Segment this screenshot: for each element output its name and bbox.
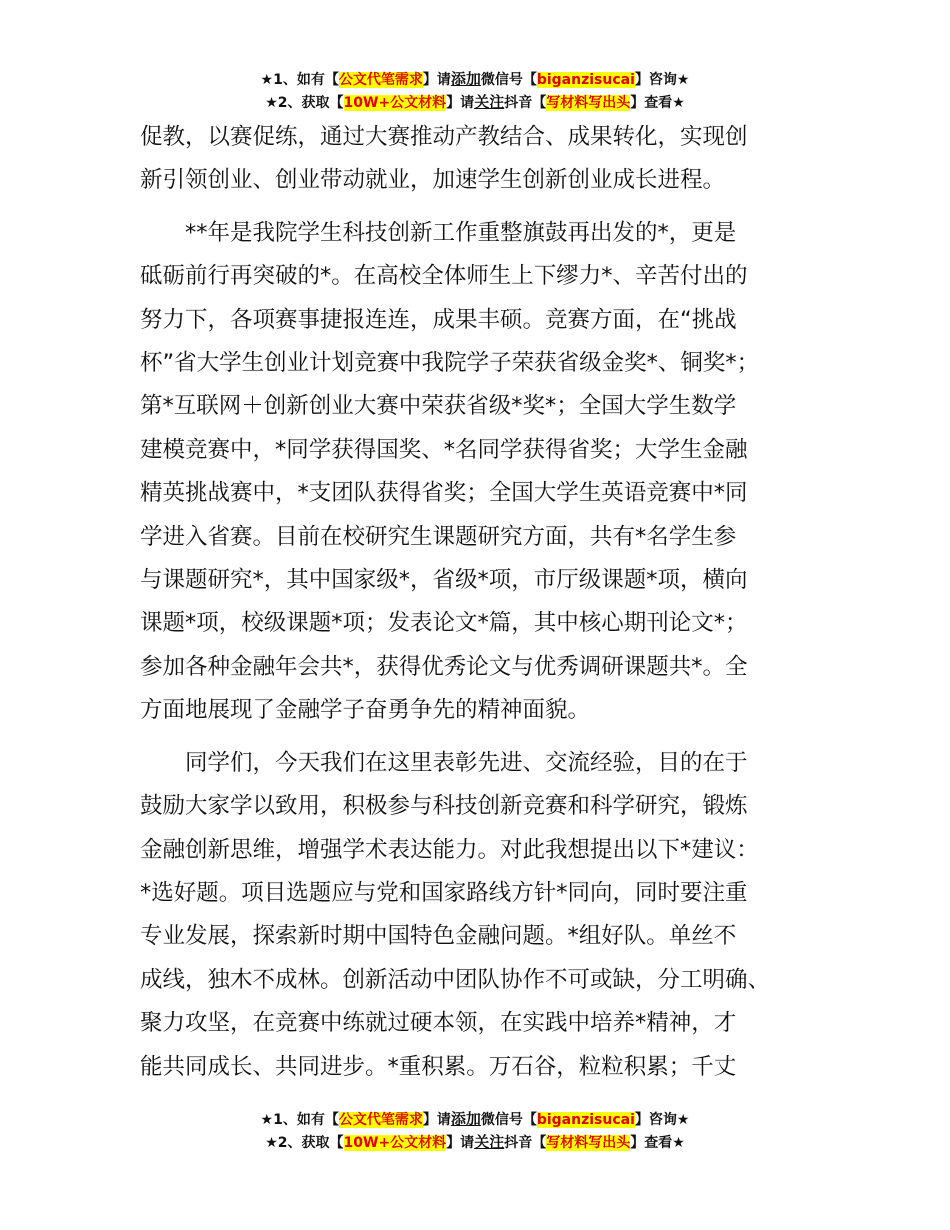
header-banner [0, 68, 950, 114]
highlight-wechat-id: biganzisucai [536, 1112, 635, 1128]
footer-banner [0, 1108, 950, 1154]
banner-text: ★1、如有【 [260, 1112, 339, 1128]
text-line: 新引领创业、创业带动就业，加速学生创新创业成长进程。 [140, 167, 726, 194]
text-line: 努力下，各项赛事捷报连连，成果丰硕。竞赛方面，在“挑战 [140, 306, 737, 333]
banner-emphasis: 添加 [450, 70, 481, 88]
text-line: **年是我院学生科技创新工作重整旗鼓再出发的*，更是 [140, 219, 737, 246]
document-body [140, 116, 830, 1089]
text-line: 第*互联网＋创新创业大赛中荣获省级*奖*；全国大学生数学 [140, 393, 737, 420]
text-line: 鼓励大家学以致用，积极参与科技创新竞赛和科学研究，锻炼 [140, 793, 748, 820]
banner-text: ★1、如有【 [260, 72, 339, 88]
text-line: 参加各种金融年会共*，获得优秀论文与优秀调研课题共*。全 [140, 653, 748, 680]
banner-text: 】请 [422, 1112, 451, 1128]
banner-text: 】请 [422, 72, 451, 88]
banner-line-2 [0, 1131, 950, 1154]
highlight-materials: 10W+公文材料 [343, 1135, 447, 1151]
banner-text: 】请 [446, 95, 475, 111]
text-line: 砥砺前行再突破的*。在高校全体师生上下缪力*、辛苦付出的 [140, 263, 748, 290]
banner-text: 抖音【 [504, 95, 547, 111]
highlight-materials: 10W+公文材料 [343, 95, 447, 111]
banner-text: 】查看★ [630, 95, 685, 111]
banner-text: 】请 [446, 1135, 475, 1151]
text-line: 与课题研究*，其中国家级*，省级*项，市厅级课题*项，横向 [140, 567, 748, 594]
text-line: 杯”省大学生创业计划竞赛中我院学子荣获省级金奖*、铜奖*； [140, 350, 760, 377]
banner-line-1 [0, 68, 950, 91]
text-line: 建模竞赛中，*同学获得国奖、*名同学获得省奖；大学生金融 [140, 436, 748, 463]
banner-text: 】查看★ [630, 1135, 685, 1151]
highlight-wechat-id: biganzisucai [536, 72, 635, 88]
text-line: 能共同成长、共同进步。*重积累。万石谷，粒粒积累；千丈 [140, 1053, 737, 1080]
text-line: *选好题。项目选题应与党和国家路线方针*同向，同时要注重 [140, 879, 748, 906]
banner-text: 微信号【 [480, 1112, 537, 1128]
text-line: 专业发展，探索新时期中国特色金融问题。*组好队。单丝不 [140, 923, 737, 950]
banner-emphasis: 关注 [474, 93, 505, 111]
text-line: 成线，独木不成林。创新活动中团队协作不可或缺，分工明确、 [140, 966, 771, 993]
text-line: 聚力攻坚，在竞赛中练就过硬本领，在实践中培养*精神，才 [140, 1010, 737, 1037]
banner-line-1 [0, 1108, 950, 1131]
banner-text: 抖音【 [504, 1135, 547, 1151]
text-line: 同学们，今天我们在这里表彰先进、交流经验，目的在于 [140, 749, 748, 776]
text-line: 课题*项，校级课题*项；发表论文*篇，其中核心期刊论文*； [140, 610, 748, 637]
banner-text: 】咨询★ [634, 72, 690, 88]
highlight-douyin: 写材料写出头 [546, 1135, 631, 1151]
banner-text: ★2、获取【 [265, 1135, 344, 1151]
highlight-service: 公文代笔需求 [338, 72, 423, 88]
paragraph [140, 212, 830, 733]
banner-text: 微信号【 [480, 72, 537, 88]
highlight-service: 公文代笔需求 [338, 1112, 423, 1128]
text-line: 精英挑战赛中，*支团队获得省奖；全国大学生英语竞赛中*同 [140, 480, 748, 507]
highlight-douyin: 写材料写出头 [546, 95, 631, 111]
text-line: 促教，以赛促练，通过大赛推动产教结合、成果转化，实现创 [140, 124, 748, 150]
paragraph [140, 742, 830, 1089]
text-line: 学进入省赛。目前在校研究生课题研究方面，共有*名学生参 [140, 523, 737, 550]
banner-emphasis: 添加 [450, 1110, 481, 1128]
paragraph [140, 116, 830, 203]
banner-emphasis: 关注 [474, 1133, 505, 1151]
banner-line-2 [0, 91, 950, 114]
text-line: 方面地展现了金融学子奋勇争先的精神面貌。 [140, 697, 591, 724]
banner-text: 】咨询★ [634, 1112, 690, 1128]
text-line: 金融创新思维，增强学术表达能力。对此我想提出以下*建议： [140, 836, 759, 863]
banner-text: ★2、获取【 [265, 95, 344, 111]
